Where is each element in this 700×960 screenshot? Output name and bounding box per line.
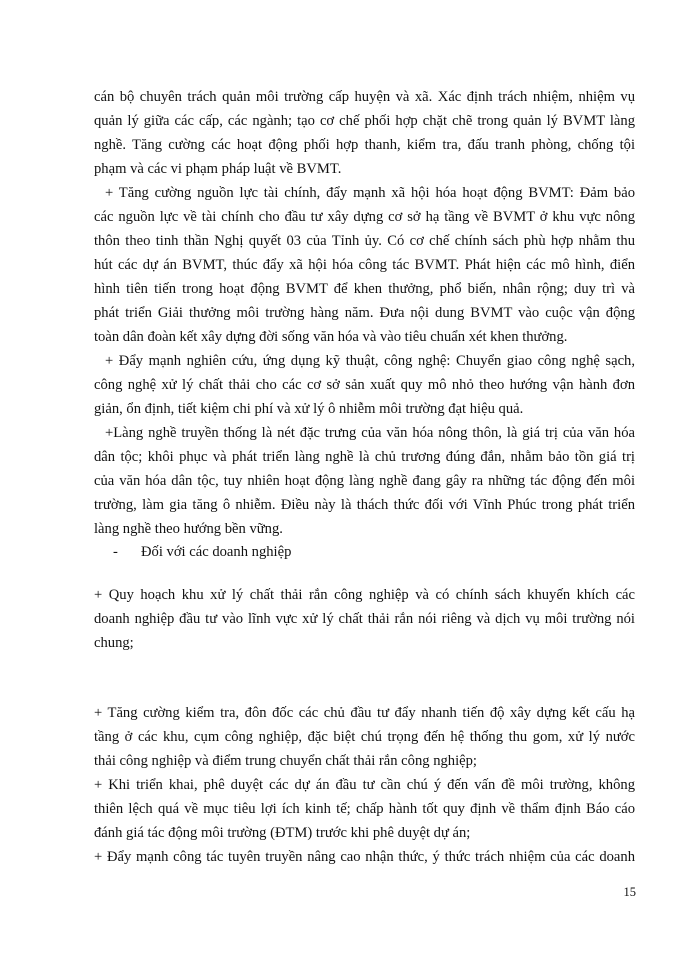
text-line: phạm và các vi phạm pháp luật về BVMT. [94, 161, 342, 177]
text-line: thải công nghiệp và điểm trung chuyển chất thải rắn công nghiệp; [94, 753, 477, 769]
text-line: công nghệ xử lý chất thải cho các cơ sở sản xuất quy mô nhỏ theo hướng vận hành đơn [94, 377, 635, 393]
list-dash: - [113, 544, 118, 560]
text-line: + Đẩy mạnh công tác tuyên truyền nâng cao nhận thức, ý thức trách nhiệm của các doanh [94, 849, 635, 865]
text-line: đánh giá tác động môi trường (ĐTM) trước khi phê duyệt dự án; [94, 825, 471, 841]
text-line: + Quy hoạch khu xử lý chất thải rắn công nghiệp và có chính sách khuyến khích các [94, 587, 635, 603]
text-line: + Khi triển khai, phê duyệt các dự án đầu tư cần chú ý đến vấn đề môi trường, không [94, 777, 635, 793]
text-line: +Làng nghề truyền thống là nét đặc trưng của văn hóa nông thôn, là giá trị của văn hóa [105, 425, 635, 441]
text-line: trường, làm gia tăng ô nhiễm. Điều này là thách thức đối với Vĩnh Phúc trong phát triển [94, 497, 635, 513]
page-number: 15 [623, 885, 636, 899]
text-line: nghề. Tăng cường các hoạt động phối hợp thanh, kiểm tra, đấu tranh phòng, chống tội [94, 137, 635, 153]
text-line: các nguồn lực về tài chính cho đầu tư xây dựng cơ sở hạ tầng về BVMT ở khu vực nông [94, 209, 635, 225]
text-line: + Tăng cường kiểm tra, đôn đốc các chủ đầu tư đẩy nhanh tiến độ xây dựng kết cấu hạ [94, 705, 635, 721]
text-line: làng nghề theo hướng bền vững. [94, 521, 283, 537]
text-line: thôn theo tinh thần Nghị quyết 03 của Tỉnh ủy. Có cơ chế chính sách phù hợp nhằm thu [94, 233, 635, 249]
text-line: giản, ổn định, tiết kiệm chi phí và xử lý ô nhiễm môi trường đạt hiệu quả. [94, 401, 524, 417]
text-line: toàn dân đoàn kết xây dựng đời sống văn hóa và vào tiêu chuẩn xét khen thưởng. [94, 329, 568, 345]
text-line: tầng ở các khu, cụm công nghiệp, đặc biệt chú trọng đến hệ thống thu gom, xử lý nước [94, 729, 635, 745]
text-line: phát triển Giải thưởng môi trường hàng năm. Đưa nội dung BVMT vào cuộc vận động [94, 305, 635, 321]
text-line: dân tộc; khôi phục và phát triển làng nghề là chủ trương đúng đắn, nhằm bảo tồn giá trị [94, 449, 635, 465]
section-heading: Đối với các doanh nghiệp [141, 544, 292, 560]
text-line: cán bộ chuyên trách quản môi trường cấp huyện và xã. Xác định trách nhiệm, nhiệm vụ [94, 89, 635, 105]
text-line: của văn hóa dân tộc, tuy nhiên hoạt động làng nghề đang gây ra những tác động đến môi [94, 473, 635, 489]
text-line: doanh nghiệp đầu tư vào lĩnh vực xử lý chất thải rắn nói riêng và dịch vụ môi trường nói [94, 611, 635, 627]
text-line: thiên lệch quá về mục tiêu lợi ích kinh tế; chấp hành tốt quy định về thẩm định Báo cáo [94, 801, 635, 817]
text-line: + Đẩy mạnh nghiên cứu, ứng dụng kỹ thuật, công nghệ: Chuyển giao công nghệ sạch, [105, 353, 635, 369]
text-line: hình tiên tiến trong hoạt động BVMT để khen thưởng, phổ biến, nhân rộng; duy trì và [94, 281, 635, 297]
text-line: hút các dự án BVMT, thúc đẩy xã hội hóa công tác BVMT. Phát hiện các mô hình, điển [94, 257, 635, 273]
text-line: quản lý giữa các cấp, các ngành; tạo cơ chế phối hợp chặt chẽ trong quản lý BVMT làng [94, 113, 635, 129]
text-line: + Tăng cường nguồn lực tài chính, đẩy mạnh xã hội hóa hoạt động BVMT: Đảm bảo [105, 185, 635, 201]
text-line: chung; [94, 635, 134, 651]
